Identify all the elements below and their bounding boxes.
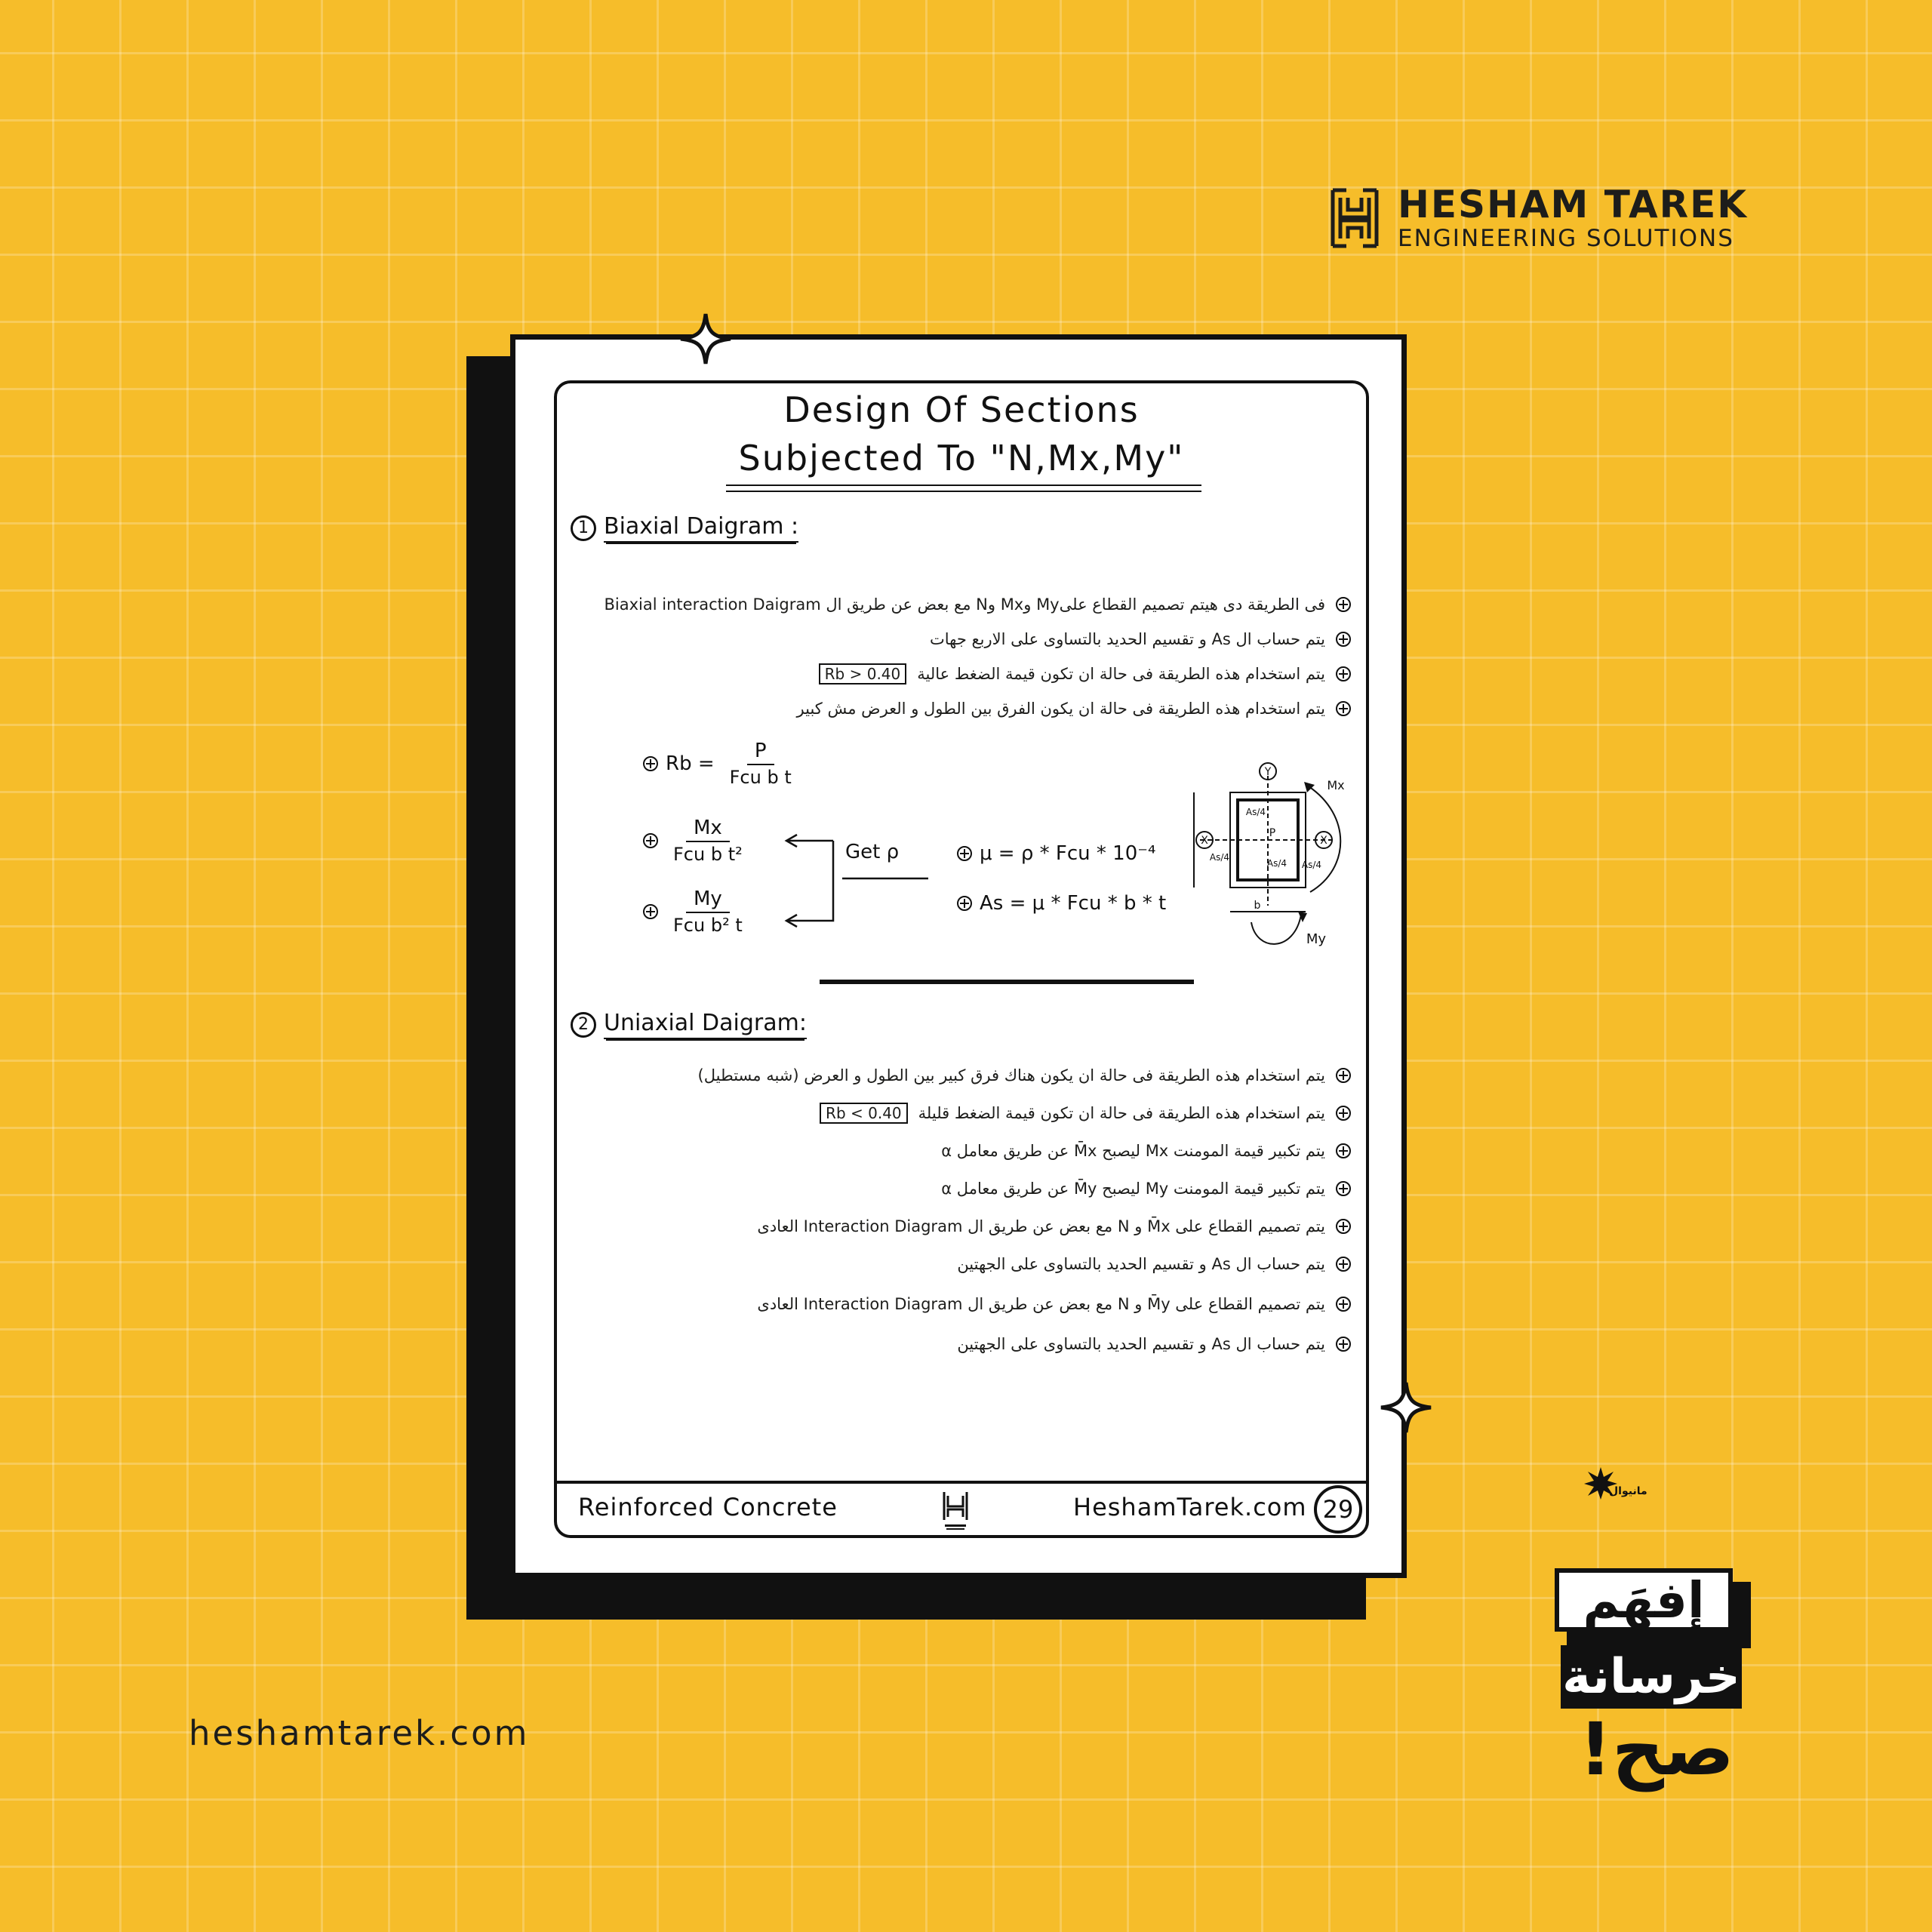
sparkle-icon <box>1378 1380 1434 1435</box>
document-frame <box>554 380 1369 1538</box>
section-title: Uniaxial Daigram: <box>604 1010 807 1039</box>
page-subtitle: Subjected To "N,Mx,My" <box>738 438 1185 478</box>
bullet-text: يتم تكبير قيمة المومنت My ليصبح M̄y عن طريق معامل α <box>941 1180 1325 1198</box>
bullet-text: فى الطريقة دى هيتم تصميم القطاع علىMy وMx وN مع بعض عن طريق ال Biaxial interaction Daigram <box>604 595 1325 614</box>
my-denominator: Fcu b² t <box>673 915 743 936</box>
list-item <box>698 1094 1351 1132</box>
list-item <box>605 657 1351 691</box>
list-item <box>698 1057 1351 1094</box>
bullet-icon <box>1336 1257 1351 1272</box>
bullet-text: يتم تكبير قيمة المومنت Mx ليصبح M̄x عن طريق معامل α <box>941 1142 1325 1160</box>
bullet-text: يتم حساب ال As و تقسيم الحديد بالتساوى على الجهتين <box>957 1255 1325 1273</box>
mx-label: Mx <box>1327 778 1345 792</box>
rb-label: Rb = <box>666 752 715 775</box>
bullet-icon <box>1336 1297 1351 1312</box>
bullet-icon <box>643 904 658 919</box>
bullet-text: يتم استخدام هذه الطريقة فى حالة ان تكون قيمة الضغط عالية <box>917 665 1325 683</box>
list-item <box>605 622 1351 657</box>
list-item <box>698 1283 1351 1325</box>
bullet-icon <box>1336 1106 1351 1121</box>
load-p-label: P <box>1269 827 1276 839</box>
footer-divider <box>554 1481 1369 1484</box>
brand-subtitle: ENGINEERING SOLUTIONS <box>1398 225 1734 252</box>
my-formula <box>643 888 750 936</box>
list-item <box>698 1170 1351 1208</box>
rb-denominator: Fcu b t <box>729 767 792 788</box>
bullet-icon <box>643 833 658 848</box>
bullet-icon <box>957 846 972 861</box>
section-2-heading <box>571 1010 807 1039</box>
mx-formula <box>643 817 750 865</box>
logo-tiny-text: مانيوال <box>1609 1485 1647 1497</box>
bullet-icon <box>1336 1143 1351 1158</box>
my-label: My <box>1306 931 1327 947</box>
as-text: As = μ * Fcu * b * t <box>980 892 1167 915</box>
as4-label: As/4 <box>1266 858 1287 869</box>
website-link[interactable]: heshamtarek.com <box>189 1713 530 1753</box>
as4-label: As/4 <box>1209 852 1230 863</box>
brand-name: HESHAM TAREK <box>1398 183 1749 226</box>
section-1-bullets <box>605 587 1351 726</box>
list-item <box>698 1245 1351 1283</box>
bullet-text: يتم حساب ال As و تقسيم الحديد بالتساوى على الاربع جهات <box>929 630 1325 648</box>
section-divider <box>820 980 1194 984</box>
as-formula <box>957 892 1166 915</box>
mu-text: μ = ρ * Fcu * 10⁻⁴ <box>980 842 1156 865</box>
width-b-label: b <box>1254 900 1261 912</box>
footer-website: HeshamTarek.com <box>1073 1493 1307 1521</box>
axis-x-label: X <box>1320 835 1327 847</box>
get-rho: Get ρ <box>845 841 900 863</box>
section-number: 2 <box>571 1012 596 1038</box>
page-title: Design Of Sections <box>783 389 1140 430</box>
title-underline <box>726 491 1201 492</box>
title-underline <box>726 485 1201 486</box>
footer-subject: Reinforced Concrete <box>578 1493 838 1521</box>
logo-line-1: إفهَم <box>1555 1568 1733 1632</box>
list-item <box>698 1325 1351 1363</box>
bullet-text: يتم تصميم القطاع على M̄x و N مع بعض عن طريق ال Interaction Diagram العادى <box>757 1217 1325 1235</box>
bullet-icon <box>643 756 658 771</box>
as4-label: As/4 <box>1301 860 1322 870</box>
rb-formula <box>643 740 799 788</box>
bullet-icon <box>1336 597 1351 612</box>
footer-logo-icon <box>942 1490 969 1532</box>
brand-header <box>1330 184 1748 252</box>
bullet-icon <box>1336 1219 1351 1234</box>
bullet-icon <box>1336 1068 1351 1083</box>
bullet-text: يتم استخدام هذه الطريقة فى حالة ان يكون الفرق بين الطول و العرض مش كبير <box>796 700 1325 718</box>
column-section-diagram <box>1177 755 1351 958</box>
list-item <box>698 1208 1351 1245</box>
bullet-text: يتم استخدام هذه الطريقة فى حالة ان يكون هناك فرق كبير بين الطول و العرض (شبه مستطيل) <box>697 1066 1325 1084</box>
page-number: 29 <box>1314 1485 1362 1534</box>
axis-x-label: X <box>1201 835 1208 847</box>
list-item <box>698 1132 1351 1170</box>
list-item <box>605 587 1351 622</box>
bullet-icon <box>1336 701 1351 716</box>
logo-line-3: صح! <box>1579 1707 1734 1792</box>
logo-line-2: خرسانة <box>1561 1645 1742 1709</box>
bullet-text: يتم استخدام هذه الطريقة فى حالة ان تكون قيمة الضغط قليلة <box>918 1104 1325 1122</box>
bullet-icon <box>1336 1181 1351 1196</box>
section-2-bullets <box>698 1057 1351 1363</box>
section-number: 1 <box>571 515 596 541</box>
bullet-icon <box>1336 666 1351 681</box>
rb-badge: Rb > 0.40 <box>819 663 907 685</box>
section-1-heading <box>571 513 798 543</box>
brand-logo-icon <box>1330 187 1380 249</box>
axis-y-label: Y <box>1264 766 1272 778</box>
my-numerator: My <box>686 888 730 913</box>
bullet-icon <box>957 896 972 911</box>
rb-badge: Rb < 0.40 <box>820 1103 908 1124</box>
bullet-text: يتم تصميم القطاع على M̄y و N مع بعض عن طريق ال Interaction Diagram العادى <box>757 1295 1325 1313</box>
sparkle-icon <box>678 311 734 367</box>
bullet-text: يتم حساب ال As و تقسيم الحديد بالتساوى على الجهتين <box>957 1335 1325 1353</box>
mx-denominator: Fcu b t² <box>673 844 743 865</box>
mu-formula <box>957 842 1155 865</box>
rb-numerator: P <box>747 740 774 765</box>
list-item <box>605 691 1351 726</box>
mx-numerator: Mx <box>686 817 730 842</box>
as4-label: As/4 <box>1245 807 1266 817</box>
bullet-icon <box>1336 632 1351 647</box>
section-title: Biaxial Daigram : <box>604 513 798 543</box>
bullet-icon <box>1336 1337 1351 1352</box>
